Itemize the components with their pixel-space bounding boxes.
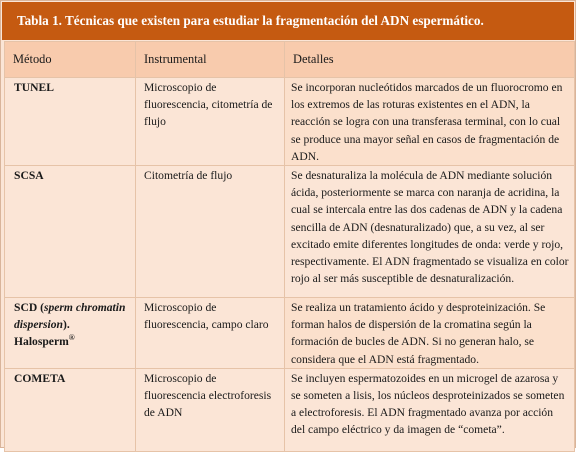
table-row <box>5 78 575 166</box>
method-prefix: SCD ( <box>14 301 44 315</box>
details-cell: Se incluyen espermatozoides en un microgel de azarosa y se someten a lisis, los núcleos desproteinizados se someten a electroforesis. El ADN fragmentado avanza por acción del campo eléctrico y da imagen de “cometa”. <box>285 368 575 451</box>
method-cell <box>5 368 136 451</box>
details-cell: Se realiza un tratamiento ácido y desproteinización. Se forman halos de dispersión de la cromatina según la formación de bucles de ADN. Si no generan halo, se considera que el ADN está fragmentado. <box>285 298 575 369</box>
method-suffix: ). Halosperm <box>14 318 70 349</box>
header-method: Método <box>5 42 136 78</box>
method-name: TUNEL <box>14 81 54 94</box>
method-cell <box>5 166 136 298</box>
table-title: Tabla 1. Técnicas que existen para estudiar la fragmentación del ADN espermático. <box>2 2 574 40</box>
instrument-cell: Citometría de flujo <box>136 166 285 298</box>
table-row <box>5 166 575 298</box>
techniques-table <box>4 41 575 452</box>
header-details: Detalles <box>285 42 575 78</box>
header-row <box>5 42 575 78</box>
method-cell <box>5 298 136 369</box>
details-cell: Se desnaturaliza la molécula de ADN mediante solución ácida, posteriormente se marca con naranja de acridina, la cual se intercala entre las dos cadenas de ADN y la cadena sencilla de ADN (desnaturalizado) que, a su vez, al ser excitado emite diferentes longitudes de onda: verde y rojo, respectivamente. El ADN fragmentado se visualiza en color rojo al ser más susceptible de desnaturalización. <box>285 166 575 298</box>
method-name: SCSA <box>14 169 44 183</box>
instrument-cell: Microscopio de fluorescencia, campo claro <box>136 298 285 369</box>
method-cell <box>5 78 136 166</box>
table-row <box>5 368 575 451</box>
instrument-cell: Microscopio de fluorescencia electroforesis de ADN <box>136 368 285 451</box>
header-instrument: Instrumental <box>136 42 285 78</box>
method-name <box>14 301 125 348</box>
instrument-cell: Microscopio de fluorescencia, citometría de flujo <box>136 78 285 166</box>
registered-mark: ® <box>68 333 75 343</box>
method-name: COMETA <box>14 371 66 385</box>
table-row <box>5 298 575 369</box>
method-italic: sperm chromatin dispersion <box>14 301 126 332</box>
details-cell: Se incorporan nucleótidos marcados de un fluorocromo en los extremos de las roturas existentes en el ADN, la reacción se logra con una transferasa terminal, con lo cual se produce una mayor señal en casos de fragmentación de ADN. <box>285 78 575 166</box>
